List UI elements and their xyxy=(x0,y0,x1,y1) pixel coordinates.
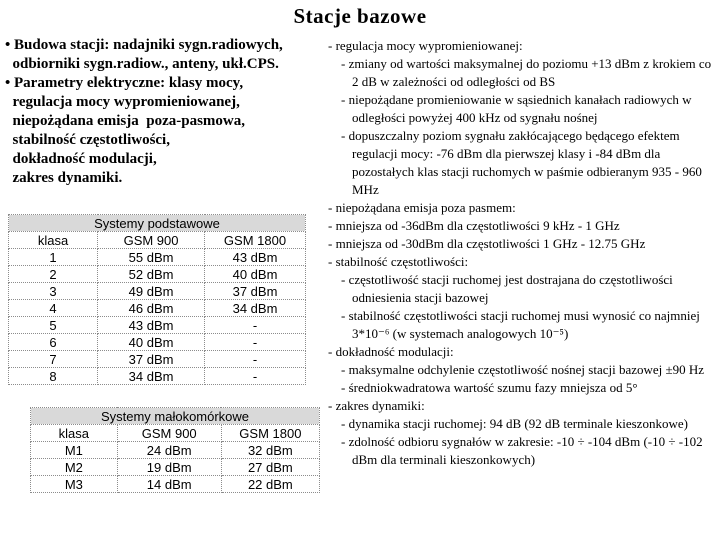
table-cell: 55 dBm xyxy=(98,249,205,266)
bullet-line: stabilność częstotliwości, xyxy=(5,132,170,148)
table-row xyxy=(9,266,306,283)
table-cell: 46 dBm xyxy=(98,300,205,317)
table-row xyxy=(31,459,320,476)
table-cell: - xyxy=(205,334,306,351)
right-list-item: - niepożądana emisja poza pasmem: xyxy=(328,200,516,215)
page-title: Stacje bazowe xyxy=(293,4,427,28)
table-cell: 37 dBm xyxy=(205,283,306,300)
right-list-item: - średniokwadratowa wartość szumu fazy mniejsza od 5° xyxy=(341,380,638,395)
right-list-item: - stabilność częstotliwości: xyxy=(328,254,469,269)
right-list-item: - mniejsza od -36dBm dla częstotliwości 9 kHz - 1 GHz xyxy=(328,218,620,233)
table-header-cell: klasa xyxy=(9,232,98,249)
table-cell: 4 xyxy=(9,300,98,317)
table-cell: 14 dBm xyxy=(117,476,221,493)
table-cell: - xyxy=(205,368,306,385)
table-header-cell: GSM 900 xyxy=(98,232,205,249)
table-cell: 52 dBm xyxy=(98,266,205,283)
table-cell: M1 xyxy=(31,442,118,459)
table-cell: 6 xyxy=(9,334,98,351)
table-header-row xyxy=(31,425,320,442)
table-row xyxy=(9,334,306,351)
right-list-item: - częstotliwość stacji ruchomej jest dostrajana do częstotliwości odniesienia stacji bazowej xyxy=(341,272,673,305)
bullet-line: zakres dynamiki. xyxy=(5,170,123,186)
table-row xyxy=(9,351,306,368)
bullet-line: odbiorniki sygn.radiow., anteny, ukł.CPS. xyxy=(5,56,279,72)
table-header-cell: klasa xyxy=(31,425,118,442)
bullet-line: dokładność modulacji, xyxy=(5,151,157,167)
table-systemy-podstawowe xyxy=(8,214,306,385)
table-header-row xyxy=(9,232,306,249)
table-cell: 5 xyxy=(9,317,98,334)
right-list-item: - stabilność częstotliwości stacji ruchomej musi wynosić co najmniej 3*10⁻⁶ (w systemach analogowych 10⁻⁵) xyxy=(341,308,700,341)
table-row xyxy=(9,249,306,266)
table-cell: - xyxy=(205,317,306,334)
table-cell: M2 xyxy=(31,459,118,476)
table-cell: M3 xyxy=(31,476,118,493)
table-cell: 43 dBm xyxy=(98,317,205,334)
right-list-item: - dokładność modulacji: xyxy=(328,344,454,359)
table-cell: - xyxy=(205,351,306,368)
table-header-cell: GSM 900 xyxy=(117,425,221,442)
right-list-item: - regulacja mocy wypromieniowanej: xyxy=(328,38,523,53)
table-cell: 34 dBm xyxy=(205,300,306,317)
table-cell: 43 dBm xyxy=(205,249,306,266)
bullet-text xyxy=(5,36,325,188)
table-cell: 37 dBm xyxy=(98,351,205,368)
table-cell: 2 xyxy=(9,266,98,283)
table-cell: 19 dBm xyxy=(117,459,221,476)
right-list-item: - maksymalne odchylenie częstotliwość nośnej stacji bazowej ±90 Hz xyxy=(341,362,705,377)
table-cell: 24 dBm xyxy=(117,442,221,459)
right-column xyxy=(328,37,714,469)
table-row xyxy=(9,368,306,385)
right-list-item: - zdolność odbioru sygnałów w zakresie: -10 ÷ -104 dBm (-10 ÷ -102 dBm dla terminali kieszonkowych) xyxy=(341,434,703,467)
table-row xyxy=(31,442,320,459)
table-cell: 27 dBm xyxy=(221,459,319,476)
table-row xyxy=(9,283,306,300)
table-row xyxy=(9,300,306,317)
right-list-item: - niepożądane promieniowanie w sąsiednich kanałach radiowych w odległości powyżej 400 kHz od sygnału nośnej xyxy=(341,92,692,125)
table-header-cell: GSM 1800 xyxy=(205,232,306,249)
table-cell: 34 dBm xyxy=(98,368,205,385)
left-column xyxy=(5,36,325,188)
bullet-line: niepożądana emisja poza-pasmowa, xyxy=(5,113,246,129)
table-header-cell: GSM 1800 xyxy=(221,425,319,442)
bullet-line: regulacja mocy wypromieniowanej, xyxy=(5,94,240,110)
table-cell: 7 xyxy=(9,351,98,368)
table-title: Systemy małokomórkowe xyxy=(31,408,320,425)
bullet-line: • Parametry elektryczne: klasy mocy, xyxy=(5,75,244,91)
table-cell: 40 dBm xyxy=(205,266,306,283)
table-cell: 22 dBm xyxy=(221,476,319,493)
table-row xyxy=(9,317,306,334)
table-systemy-malokomorkowe xyxy=(30,407,320,493)
table-cell: 1 xyxy=(9,249,98,266)
right-list-item: - dopuszczalny poziom sygnału zakłócającego będącego efektem regulacji mocy: -76 dBm dla pierwszej klasy i -84 dBm dla pozostałych klas stacji ruchomych w paśmie odbieranym 935 - 960 MHz xyxy=(341,128,702,197)
table-cell: 8 xyxy=(9,368,98,385)
table-row xyxy=(31,476,320,493)
table-cell: 32 dBm xyxy=(221,442,319,459)
right-list-item: - dynamika stacji ruchomej: 94 dB (92 dB terminale kieszonkowe) xyxy=(341,416,688,431)
right-list-item: - mniejsza od -30dBm dla częstotliwości 1 GHz - 12.75 GHz xyxy=(328,236,646,251)
right-list-item: - zakres dynamiki: xyxy=(328,398,425,413)
right-list-item: - zmiany od wartości maksymalnej do poziomu +13 dBm z krokiem co 2 dB w zależności od odległości od BS xyxy=(341,56,712,89)
bullet-line: • Budowa stacji: nadajniki sygn.radiowych, xyxy=(5,37,283,53)
table-cell: 40 dBm xyxy=(98,334,205,351)
table-cell: 49 dBm xyxy=(98,283,205,300)
table-cell: 3 xyxy=(9,283,98,300)
table-title: Systemy podstawowe xyxy=(9,215,306,232)
